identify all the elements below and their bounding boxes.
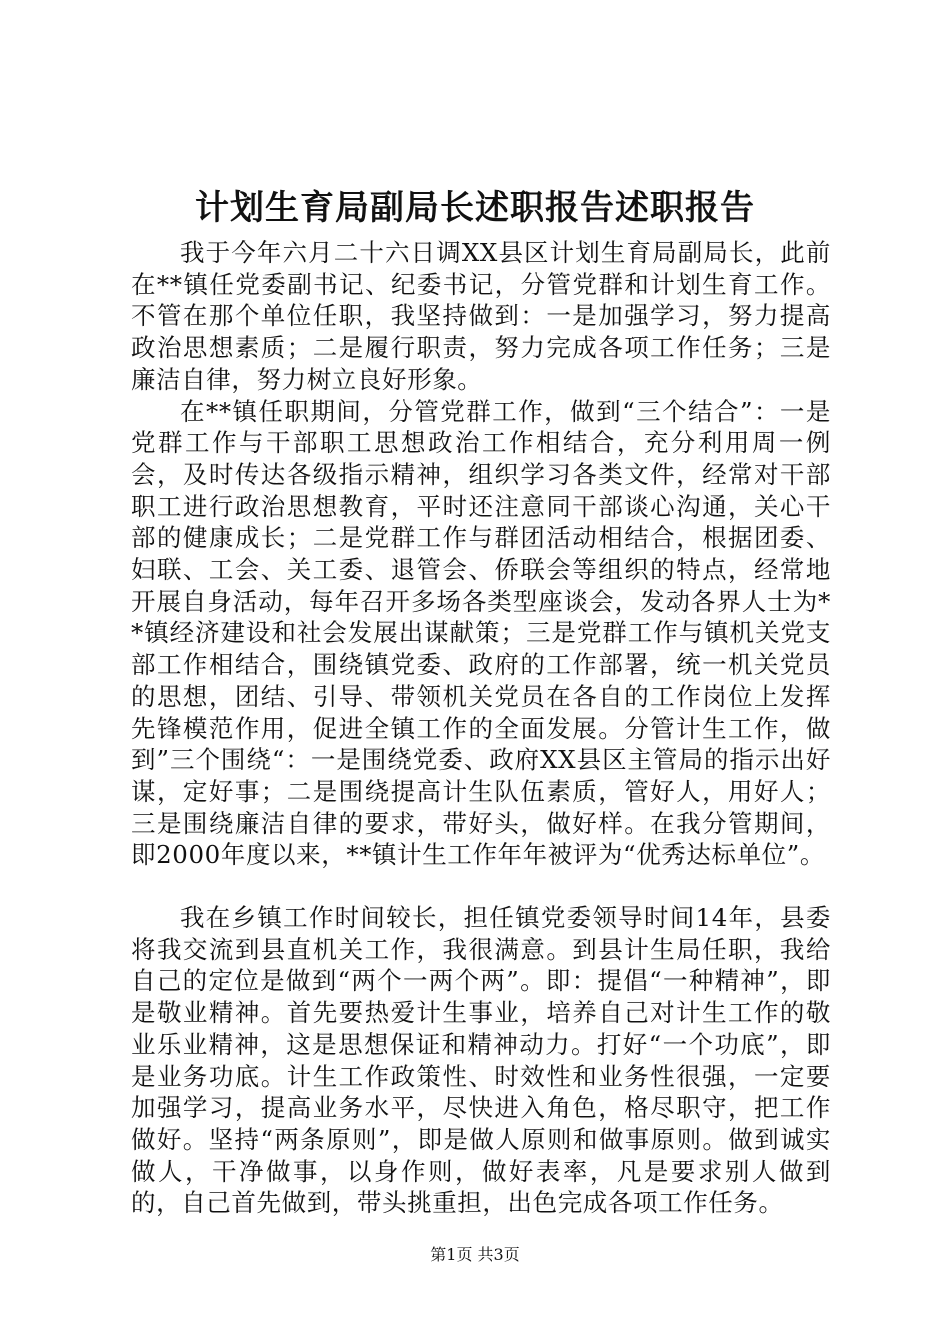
paragraph-spacer bbox=[131, 871, 831, 902]
page-number-footer: 第1页 共3页 bbox=[430, 1245, 520, 1264]
document-title: 计划生育局副局长述职报告述职报告 bbox=[195, 188, 755, 228]
paragraph-3: 我在乡镇工作时间较长，担任镇党委领导时间14年，县委将我交流到县直机关工作，我很满意。到县计生局任职，我给自己的定位是做到“两个一两个两”。即：提倡“一种精神”，即是敬业精神。首先要热爱计生事业，培养自己对计生工作的敬业乐业精神，这是思想保证和精神动力。打好“一个功底”，即是业务功底。计生工作政策性、时效性和业务性很强，一定要加强学习，提高业务水平，尽快进入角色，格尽职守，把工作做好。坚持“两条原则”，即是做人原则和做事原则。做到诚实做人，干净做事，以身作则，做好表率，凡是要求别人做到的，自己首先做到，带头挑重担，出色完成各项工作任务。 bbox=[131, 903, 831, 1218]
document-body bbox=[131, 237, 831, 1219]
paragraph-2: 在**镇任职期间，分管党群工作，做到“三个结合”：一是党群工作与干部职工思想政治工作相结合，充分利用周一例会，及时传达各级指示精神，组织学习各类文件，经常对干部职工进行政治思想教育，平时还注意同干部谈心沟通，关心干部的健康成长；二是党群工作与群团活动相结合，根据团委、妇联、工会、关工委、退管会、侨联会等组织的特点，经常地开展自身活动，每年召开多场各类型座谈会，发动各界人士为**镇经济建设和社会发展出谋献策；三是党群工作与镇机关党支部工作相结合，围绕镇党委、政府的工作部署，统一机关党员的思想，团结、引导、带领机关党员在各自的工作岗位上发挥先锋模范作用，促进全镇工作的全面发展。分管计生工作，做到”三个围绕“：一是围绕党委、政府XX县区主管局的指示出好谋，定好事；二是围绕提高计生队伍素质，管好人，用好人；三是围绕廉洁自律的要求，带好头，做好样。在我分管期间，即2000年度以来，**镇计生工作年年被评为“优秀达标单位”。 bbox=[131, 396, 831, 870]
paragraph-1: 我于今年六月二十六日调XX县区计划生育局副局长，此前在**镇任党委副书记、纪委书记，分管党群和计划生育工作。不管在那个单位任职，我坚持做到：一是加强学习，努力提高政治思想素质；二是履行职责，努力完成各项工作任务；三是廉洁自律，努力树立良好形象。 bbox=[131, 238, 831, 394]
